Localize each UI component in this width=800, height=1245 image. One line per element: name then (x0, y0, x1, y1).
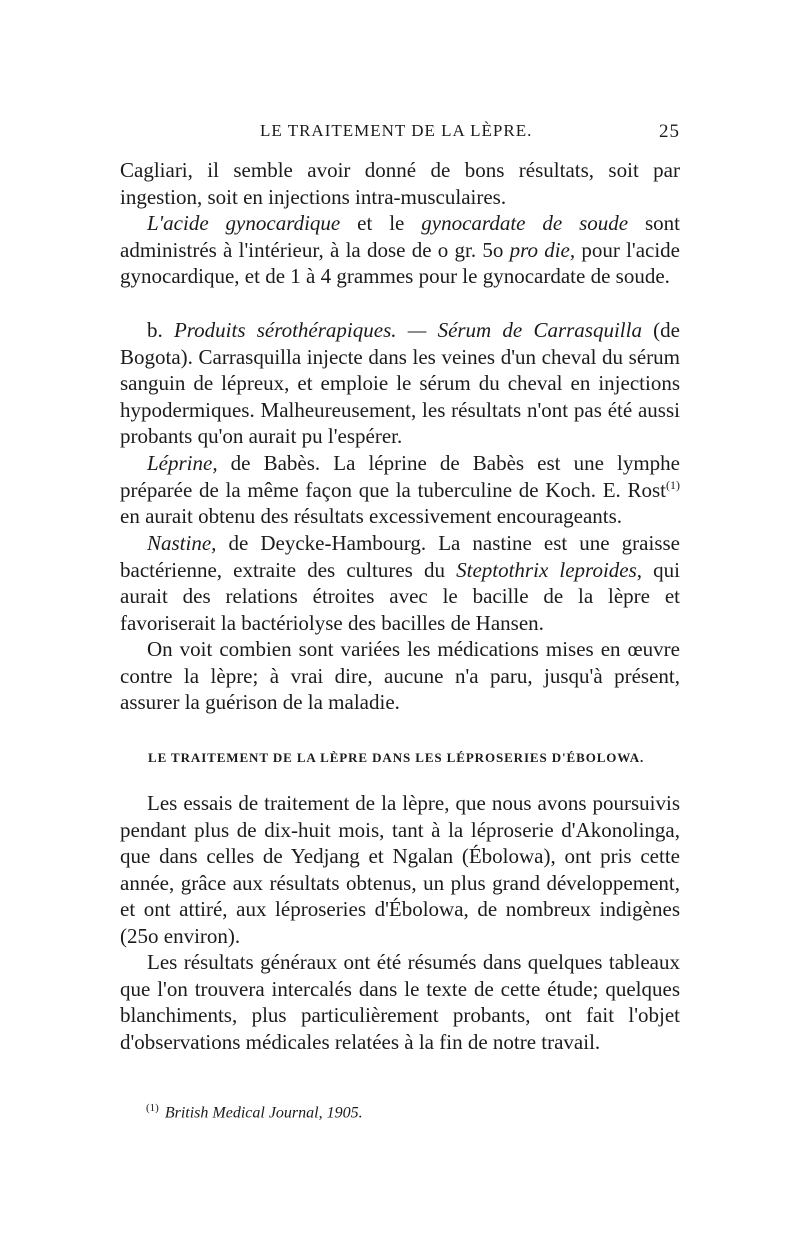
paragraph-leprine: Léprine, de Babès. La léprine de Babès est une lymphe préparée de la même façon que la tuberculine de Koch. E. Rost$^{(1)}$ en aurait obtenu des résultats excessivement encourageants. (120, 451, 680, 529)
running-title: LE TRAITEMENT DE LA LÈPRE. (260, 121, 533, 140)
running-header (120, 121, 680, 151)
footnote-reference: (1) (666, 477, 680, 492)
footnote (146, 1102, 686, 1122)
paragraph-gynocardique: L'acide gynocardique et le gynocardate de soude sont administrés à l'intérieur, à la dose de o gr. 5o pro die, pour l'acide gynocardique, et de 1 à 4 grammes pour le gynocardate de soude. (120, 211, 681, 289)
footnote-text: British Medical Journal, 1905. (164, 1104, 363, 1122)
section-heading: LE TRAITEMENT DE LA LÈPRE DANS LES LÉPROSERIES D'ÉBOLOWA. (148, 750, 645, 765)
paragraph-serotherapie: b. Produits sérothérapiques. — Sérum de Carrasquilla (de Bogota). Carrasquilla injecte dans les veines d'un cheval du sérum sanguin de lépreux, et emploie le sérum du cheval en injections hypodermiques. Malheureusement, les résultats n'ont pas été aussi probants qu'on aurait pu l'espérer. (120, 318, 680, 449)
page-number: 25 (659, 121, 680, 142)
paragraph-resultats: Les résultats généraux ont été résumés dans quelques tableaux que l'on trouvera intercalés dans le texte de cette étude; quelques blanchiments, plus particulièrement probants, ont fait l'objet d'observations médicales relatées à la fin de notre travail. (120, 950, 680, 1054)
paragraph-continuation: Cagliari, il semble avoir donné de bons résultats, soit par ingestion, soit en injections intra-musculaires. (120, 158, 680, 209)
footnote-mark: (1) (146, 1102, 159, 1114)
paragraph-essais: Les essais de traitement de la lèpre, que nous avons poursuivis pendant plus de dix-huit mois, tant à la léproserie d'Akonolinga, que dans celles de Yedjang et Ngalan (Ébolowa), ont pris cette année, grâce aux résultats obtenus, un plus grand développement, et ont attiré, aux léproseries d'Ébolowa, de nombreux indigènes (25o environ). (120, 791, 680, 948)
paragraph-conclusion: On voit combien sont variées les médications mises en œuvre contre la lèpre; à vrai dire, aucune n'a paru, jusqu'à présent, assurer la guérison de la maladie. (120, 637, 680, 715)
paragraph-nastine: Nastine, de Deycke-Hambourg. La nastine est une graisse bactérienne, extraite des cultures du Steptothrix leproides, qui aurait des relations étroites avec le bacille de la lèpre et favoriserait la bactériolyse des bacilles de Hansen. (120, 531, 680, 635)
